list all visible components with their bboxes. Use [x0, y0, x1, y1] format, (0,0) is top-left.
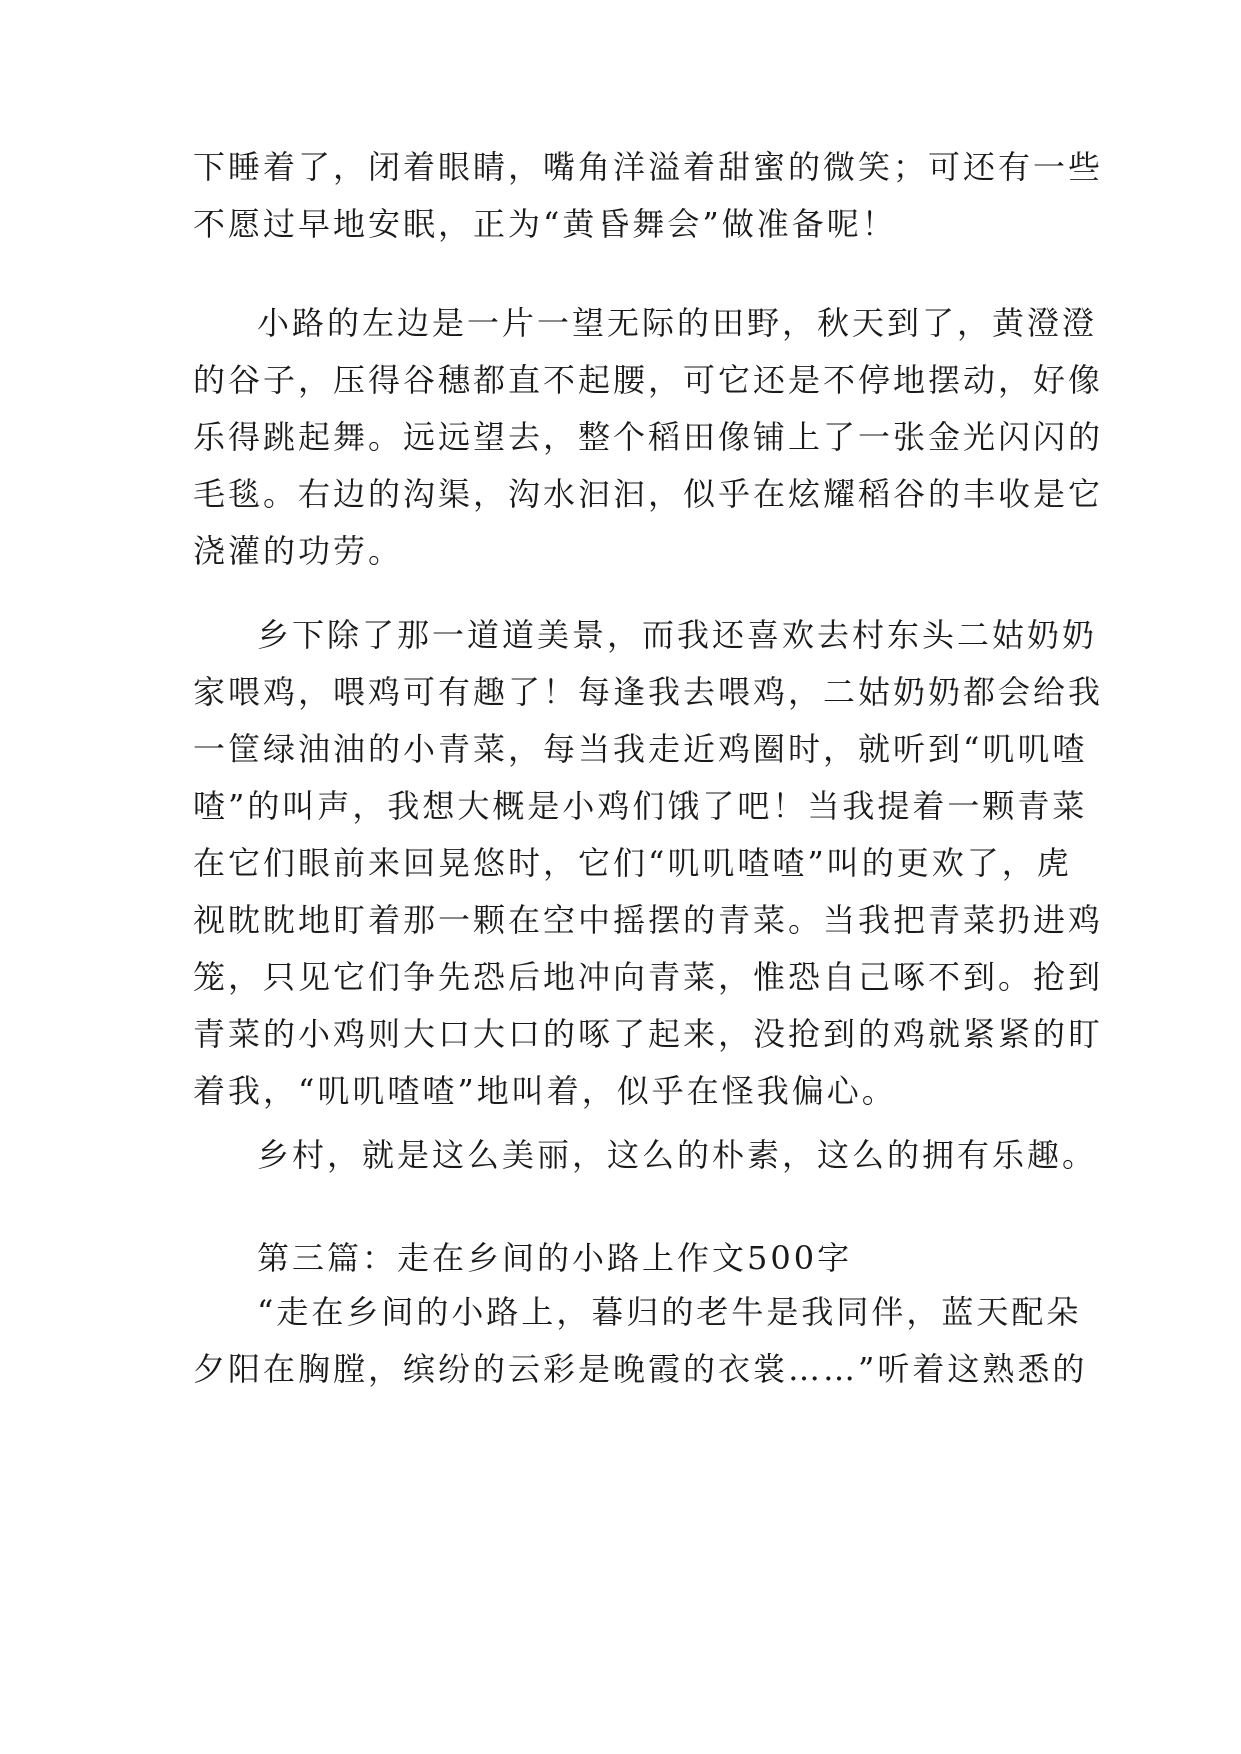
- paragraph-continuation: [193, 139, 1104, 253]
- text-line: 小路的左边是一片一望无际的田野，秋天到了，黄澄澄: [257, 304, 1098, 342]
- text-line: 乡村，就是这么美丽，这么的朴素，这么的拥有乐趣。: [257, 1136, 1098, 1174]
- text-line: 喳”的叫声，我想大概是小鸡们饿了吧！当我提着一颗青菜: [193, 787, 1088, 825]
- text-line: 着我，“叽叽喳喳”地叫着，似乎在怪我偏心。: [193, 1072, 897, 1110]
- paragraph-song-quote: [193, 1284, 1088, 1398]
- paragraph-feeding-chickens: [193, 607, 1104, 1120]
- paragraph-summary: [193, 1127, 1098, 1184]
- text-line: “走在乡间的小路上，暮归的老牛是我同伴，蓝天配朵: [257, 1293, 1082, 1331]
- text-line: 浇灌的功劳。: [193, 532, 404, 570]
- text-line: 视眈眈地盯着那一颗在空中摇摆的青菜。当我把青菜扔进鸡: [193, 901, 1104, 939]
- text-line: 夕阳在胸膛，缤纷的云彩是晚霞的衣裳……”听着这熟悉的: [193, 1350, 1088, 1388]
- text-line: 笼，只见它们争先恐后地冲向青菜，惟恐自己啄不到。抢到: [193, 958, 1104, 996]
- paragraph-fields: [193, 295, 1104, 580]
- text-line: 的谷子，压得谷穗都直不起腰，可它还是不停地摆动，好像: [193, 361, 1104, 399]
- text-line: 乡下除了那一道道美景，而我还喜欢去村东头二姑奶奶: [257, 616, 1098, 654]
- text-line: 毛毯。右边的沟渠，沟水汩汩，似乎在炫耀稻谷的丰收是它: [193, 475, 1104, 513]
- text-line: 不愿过早地安眠，正为“黄昏舞会”做准备呢！: [193, 205, 897, 243]
- heading-line: 第三篇：走在乡间的小路上作文500字: [257, 1239, 853, 1277]
- text-line: 乐得跳起舞。远远望去，整个稻田像铺上了一张金光闪闪的: [193, 418, 1104, 456]
- text-line: 一筐绿油油的小青菜，每当我走近鸡圈时，就听到“叽叽喳: [193, 730, 1088, 768]
- text-line: 家喂鸡，喂鸡可有趣了！每逢我去喂鸡，二姑奶奶都会给我: [193, 673, 1104, 711]
- text-line: 下睡着了，闭着眼睛，嘴角洋溢着甜蜜的微笑；可还有一些: [193, 148, 1104, 186]
- text-line: 在它们眼前来回晃悠时，它们“叽叽喳喳”叫的更欢了，虎: [193, 844, 1072, 882]
- text-line: 青菜的小鸡则大口大口的啄了起来，没抢到的鸡就紧紧的盯: [193, 1015, 1104, 1053]
- section-heading: [193, 1230, 1063, 1287]
